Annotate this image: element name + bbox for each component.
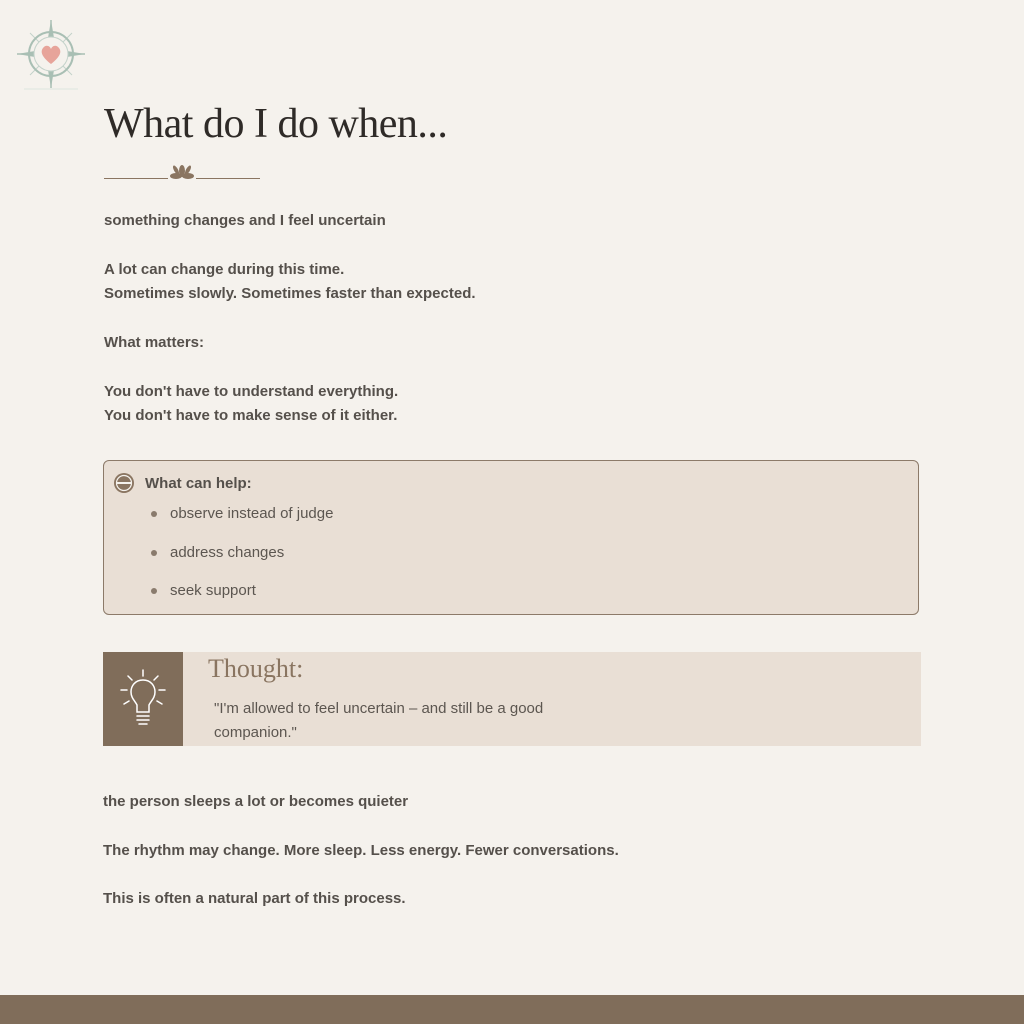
thought-title: Thought: [208,654,304,683]
section2-paragraph2-block [103,887,406,911]
section1-paragraph1 [104,258,476,306]
section2-paragraph1-block [103,839,619,863]
help-title: What can help: [145,475,252,492]
thought-callout [103,652,921,746]
minus-circle-icon [113,472,135,494]
list-item-label: observe instead of judge [170,505,334,522]
what-matters-label: What matters: [104,334,205,351]
what-matters-label-block [104,331,204,355]
bullet-icon [151,588,157,594]
help-callout [103,460,919,615]
lotus-divider [104,163,260,185]
page-title: What do I do when... [104,101,448,147]
thought-icon-panel [103,652,183,746]
thought-quote: "I'm allowed to feel uncertain – and still be a good companion." [214,700,544,741]
section2-heading: the person sleeps a lot or becomes quieter [103,793,409,810]
bullet-icon [151,511,157,517]
list-item [148,503,333,542]
section-heading-uncertain [104,209,386,233]
section1-paragraph1-line1: A lot can change during this time. [104,261,345,278]
lightbulb-icon [117,668,169,728]
section1-paragraph1-line2: Sometimes slowly. Sometimes faster than expected. [104,285,476,302]
list-item-label: seek support [170,582,256,599]
list-item-label: address changes [170,543,285,561]
help-list [148,503,333,619]
section1-paragraph2-line1: You don't have to understand everything. [104,383,399,400]
section2-paragraph2: This is often a natural part of this process. [103,890,406,907]
section1-heading: something changes and I feel uncertain [104,212,386,229]
section2-paragraph1: The rhythm may change. More sleep. Less energy. Fewer conversations. [103,842,619,859]
footer-bar [0,995,1024,1024]
section2-heading-block [103,790,408,814]
section1-paragraph2 [104,380,398,428]
section1-paragraph2-line2: You don't have to make sense of it either. [104,407,398,424]
bullet-icon [151,550,157,556]
list-item [148,542,333,581]
list-item [148,580,333,619]
compass-heart-icon [16,18,86,90]
